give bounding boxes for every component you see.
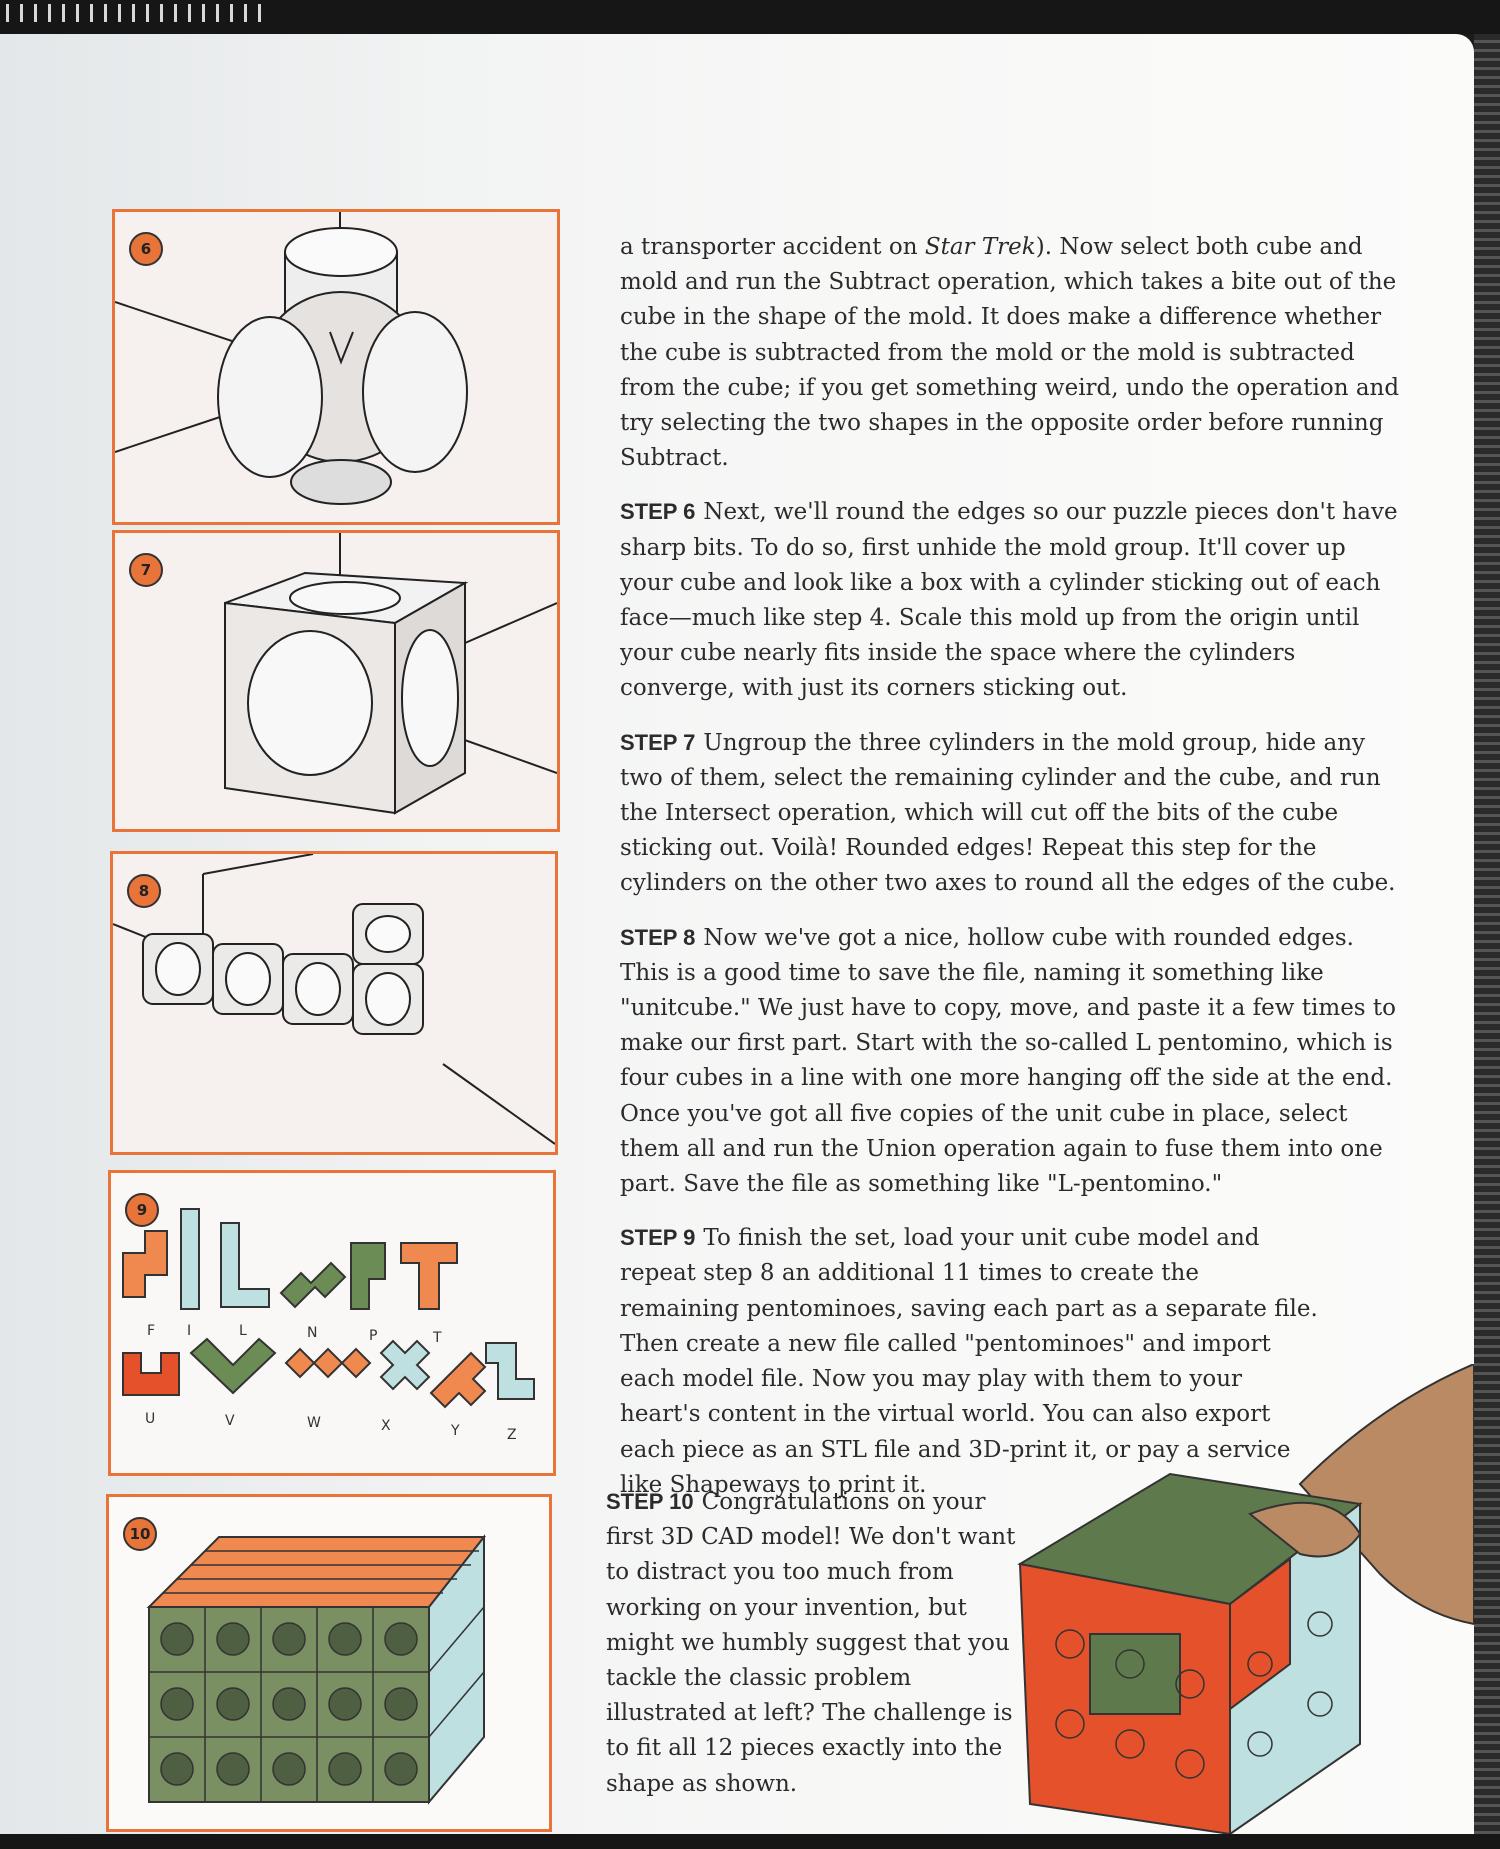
step9-label: STEP 9 [620,1225,696,1251]
intro-text-a: a transporter accident on [620,234,925,260]
step-badge-9: 9 [125,1193,159,1227]
step-badge-10: 10 [123,1517,157,1551]
step10-label: STEP 10 [606,1489,694,1514]
step-badge-8: 8 [127,874,161,908]
pentomino-label-p: P [369,1328,378,1344]
pentomino-label-x: X [381,1418,391,1434]
pentomino-label-f: F [147,1323,156,1339]
intro-italic: Star Trek [924,234,1036,260]
pentomino-label-l: L [239,1323,247,1339]
step9-body: To finish the set, load your unit cube model and repeat step 8 an additional 11 times to create the remaining pentominoes, saving each part as a separate file. Then create a new file called "pentominoes" and import each model file. Now you may play with them to your heart's content in the virtual world. You can also export each piece as an STL file and 3D-print it, or pay a service like Shapeways to print it. [620,1225,1318,1498]
step6-body: Next, we'll round the edges so our puzzle pieces don't have sharp bits. To do so, first unhide the mold group. It'll cover up your cube and look like a box with a cylinder sticking out of each face—much like step 4. Scale this mold up from the origin until your cube nearly fits inside the space where the cylinders converge, with just its corners sticking out. [620,499,1398,702]
pentomino-label-n: N [307,1325,318,1341]
solved-box-drawing [109,1497,549,1829]
binding-ticks [6,4,266,22]
step7-label: STEP 7 [620,729,696,755]
illustration-panel-8 [110,851,558,1155]
step7-paragraph [620,725,1405,902]
pentomino-label-w: W [307,1415,321,1431]
l-pentomino-drawing [113,854,555,1152]
hand-holding-cube-illustration [1000,1364,1474,1834]
illustration-panel-7 [112,530,560,832]
step7-body: Ungroup the three cylinders in the mold group, hide any two of them, select the remaining cylinder and the cube, and run the Intersect operation, which will cut off the bits of the cube sticking out. Voilà! Rounded edges! Repeat this step for the cylinders on the other two axes to round all the edges of the cube. [620,729,1396,897]
pentomino-label-u: U [145,1411,156,1427]
illustration-panel-10 [106,1494,552,1832]
step8-label: STEP 8 [620,924,696,950]
pentomino-label-v: V [225,1413,235,1429]
pentomino-label-i: I [187,1323,192,1339]
step6-label: STEP 6 [620,499,696,525]
pentomino-label-y: Y [451,1423,460,1439]
rounded-cube-drawing [115,533,557,829]
pentomino-set-drawing [111,1173,553,1473]
step8-paragraph [620,920,1405,1203]
illustration-panel-6 [112,209,560,525]
step6-paragraph [620,494,1405,706]
bottom-binding-strip [0,1834,1500,1849]
intro-paragraph [620,230,1405,476]
step10-paragraph [606,1484,1036,1802]
intro-text-b: ). Now select both cube and mold and run the Subtract operation, which takes a bite out of the cube in the shape of the mold. It does make a difference whether the cube is subtracted from the mold or the mold is subtracted from the cube; if you get something weird, undo the operation and try selecting the two shapes in the opposite order before running Subtract. [620,234,1400,472]
right-page-edge [1474,34,1500,1849]
step8-body: Now we've got a nice, hollow cube with rounded edges. This is a good time to save the file, naming it something like "unitcube." We just have to copy, move, and paste it a few times to make our first part. Start with the so-called L pentomino, which is four cubes in a line with one more hanging off the side at the end. Once you've got all five copies of the unit cube in place, select them all and run the Union operation again to fuse them into one part. Save the file as something like "L-pentomino." [620,924,1397,1198]
step-badge-6: 6 [129,232,163,266]
article-text [620,230,1405,1521]
illustration-panel-9 [108,1170,556,1476]
pentomino-label-z: Z [507,1427,517,1443]
book-page [0,34,1474,1834]
step10-text [606,1484,1036,1802]
pentomino-label-t: T [433,1330,442,1346]
cylinder-mold-drawing [115,212,557,522]
step10-body: Congratulations on your first 3D CAD model! We don't want to distract you too much from working on your invention, but might we humbly suggest that you tackle the classic problem illustrated at left? The challenge is to fit all 12 pieces exactly into the shape as shown. [606,1489,1016,1797]
top-binding-strip [0,0,1500,34]
step-badge-7: 7 [129,553,163,587]
